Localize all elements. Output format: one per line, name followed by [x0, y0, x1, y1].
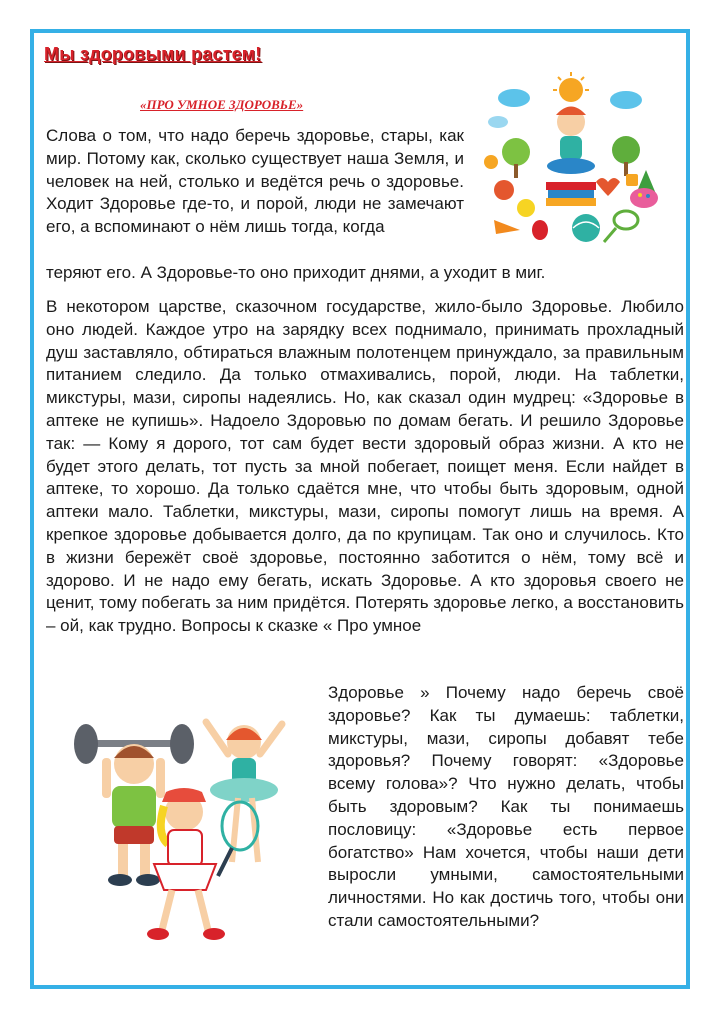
questions-paragraph: Здоровье » Почему надо беречь своё здоровье? Как ты думаешь: таблетки, микстуры, мази, сиропы добавят тебе здоровья? Почему говорят: «Здоровье всему голова»? Что нужно делать, чтобы быть здоровым? Как ты понимаешь пословицу: «Здоровье есть первое богатство» Нам хочется, чтобы наши дети выросли умными, самостоятельными личностями. Но как достичь того, чтобы они стали самостоятельными? [328, 683, 684, 930]
page-heading: Мы здоровыми растем! [44, 44, 262, 64]
kids-sports-illustration [56, 694, 310, 956]
intro-paragraph-end: теряют его. А Здоровье-то оно приходит днями, а уходит в миг. [46, 263, 546, 282]
healthy-lifestyle-illustration [476, 70, 666, 255]
intro-paragraph: Слова о том, что надо беречь здоровье, стары, как мир. Потому как, сколько существует наша Земля, и человек на ней, столько и ведётся речь о здоровье. Ходит Здоровье где-то, и порой, люди не замечают его, а вспоминают о нём лишь тогда, когда [46, 126, 464, 237]
story-paragraph: В некотором царстве, сказочном государстве, жило-было Здоровье. Любило оно людей. Каждое утро на зарядку всех поднимало, принимать прохладный душ заставляло, обтираться влажным полотенцем принуждало, за правильным питанием следило. Да только отмахивались, порой, люди. На таблетки, микстуры, мази, сиропы надеялись. Но, как сказал один мудрец: «Здоровье в аптеке не купишь». Надоело Здоровью по домам бегать. И решило Здоровье так: — Кому я дорого, тот сам будет вести здоровый образ жизни. А кто не будет этого делать, тот пусть за мной побегает, поищет меня. Если найдет в аптеке, то хорошо. Да только сдаётся мне, что чтобы быть здоровым, одной аптеки мало. Таблетки, микстуры, мази, сиропы помогут лишь на время. А крепкое здоровье добывается долго, да по крупицам. Так оно и случилось. Кто в жизни бережёт своё здоровье, постоянно заботится о нём, тому всё и здорово. И не надо ему бегать, искать Здоровье. А кто здоровья своего не ценит, тому побегать за ним придётся. Потерять здоровье легко, а восстановить – ой, как трудно. Вопросы к сказке « Про умное [46, 297, 684, 636]
story-title: «ПРО УМНОЕ ЗДОРОВЬЕ» [140, 97, 304, 112]
